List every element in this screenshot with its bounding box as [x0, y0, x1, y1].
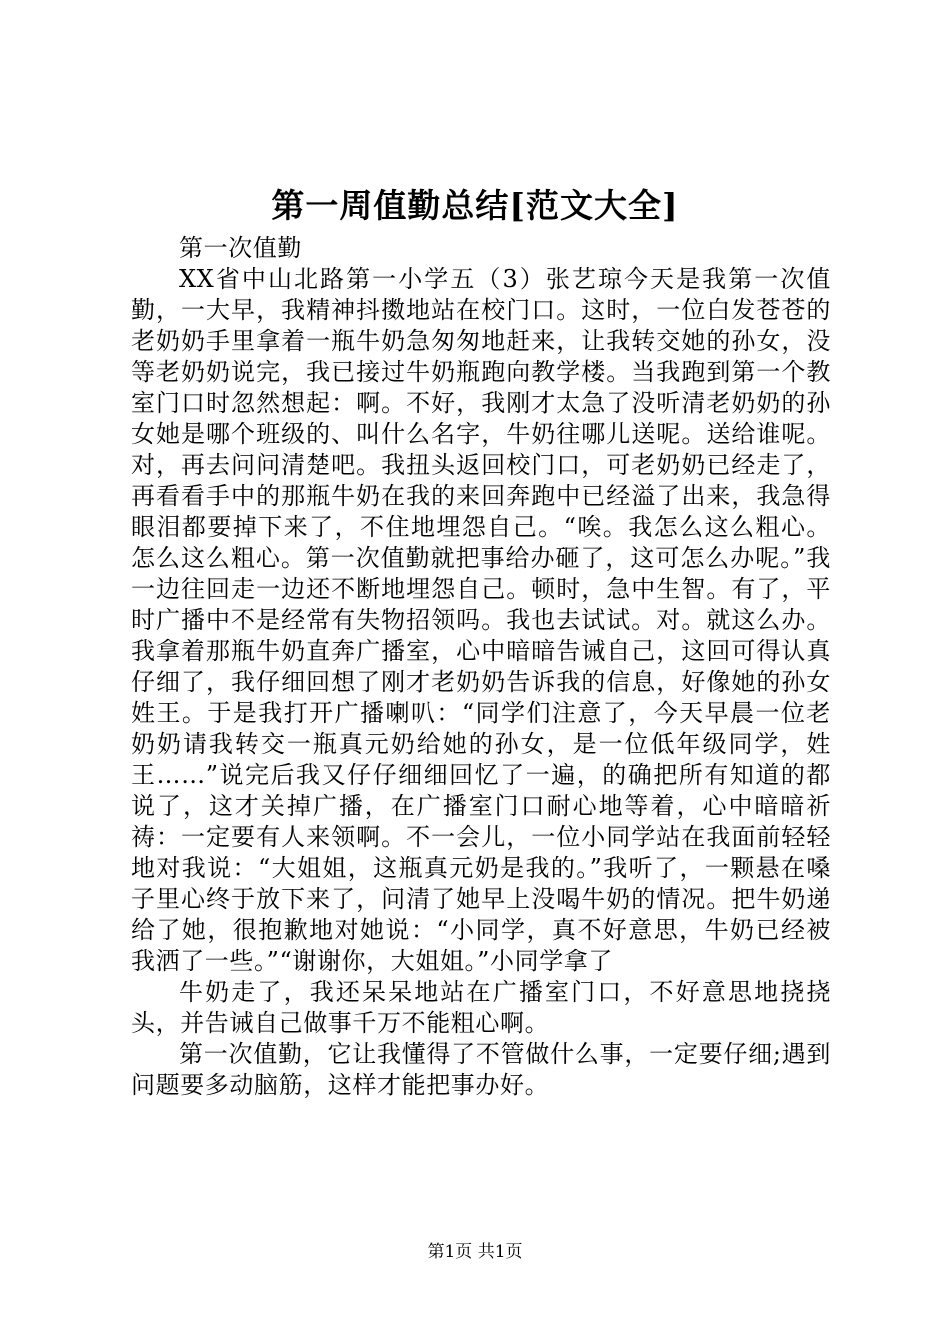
body-paragraph-1: XX省中山北路第一小学五（3）张艺琼今天是我第一次值勤，一大早，我精神抖擞地站在校门口。这时，一位白发苍苍的老奶奶手里拿着一瓶牛奶急匆匆地赶来，让我转交她的孙女，没等老奶奶说完，我已接过牛奶瓶跑向教学楼。当我跑到第一个教室门口时忽然想起：啊。不好，我刚才太急了没听清老奶奶的孙女她是哪个班级的、叫什么名字，牛奶往哪儿送呢。送给谁呢。对，再去问问清楚吧。我扭头返回校门口，可老奶奶已经走了，再看看手中的那瓶牛奶在我的来回奔跑中已经溢了出来，我急得眼泪都要掉下来了，不住地埋怨自己。“唉。我怎么这么粗心。怎么这么粗心。第一次值勤就把事给办砸了，这可怎么办呢。”我一边往回走一边还不断地埋怨自己。顿时，急中生智。有了，平时广播中不是经常有失物招领吗。我也去试试。对。就这么办。我拿着那瓶牛奶直奔广播室，心中暗暗告诫自己，这回可得认真仔细了，我仔细回想了刚才老奶奶告诉我的信息，好像她的孙女姓王。于是我打开广播喇叭：“同学们注意了，今天早晨一位老奶奶请我转交一瓶真元奶给她的孙女，是一位低年级同学，姓王……”说完后我又仔仔细细回忆了一遍，的确把所有知道的都说了，这才关掉广播，在广播室门口耐心地等着，心中暗暗祈祷：一定要有人来领啊。不一会儿，一位小同学站在我面前轻轻地对我说：“大姐姐，这瓶真元奶是我的。”我听了，一颗悬在嗓子里心终于放下来了，问清了她早上没喝牛奶的情况。把牛奶递给了她，很抱歉地对她说：“小同学，真不好意思，牛奶已经被我洒了一些。”“谢谢你，大姐姐。”小同学拿了 [131, 265, 831, 975]
body-paragraph-3: 第一次值勤，它让我懂得了不管做什么事，一定要仔细;遇到问题要多动脑筋，这样才能把事办好。 [131, 1040, 831, 1099]
document-title: 第一周值勤总结[范文大全] [271, 186, 679, 225]
section-heading: 第一次值勤 [179, 234, 302, 262]
page-footer: 第1页 共1页 [427, 1242, 523, 1262]
body-paragraph-2: 牛奶走了，我还呆呆地站在广播室门口，不好意思地挠挠头，并告诫自己做事千万不能粗心啊。 [131, 978, 831, 1037]
document-body [131, 233, 831, 1101]
